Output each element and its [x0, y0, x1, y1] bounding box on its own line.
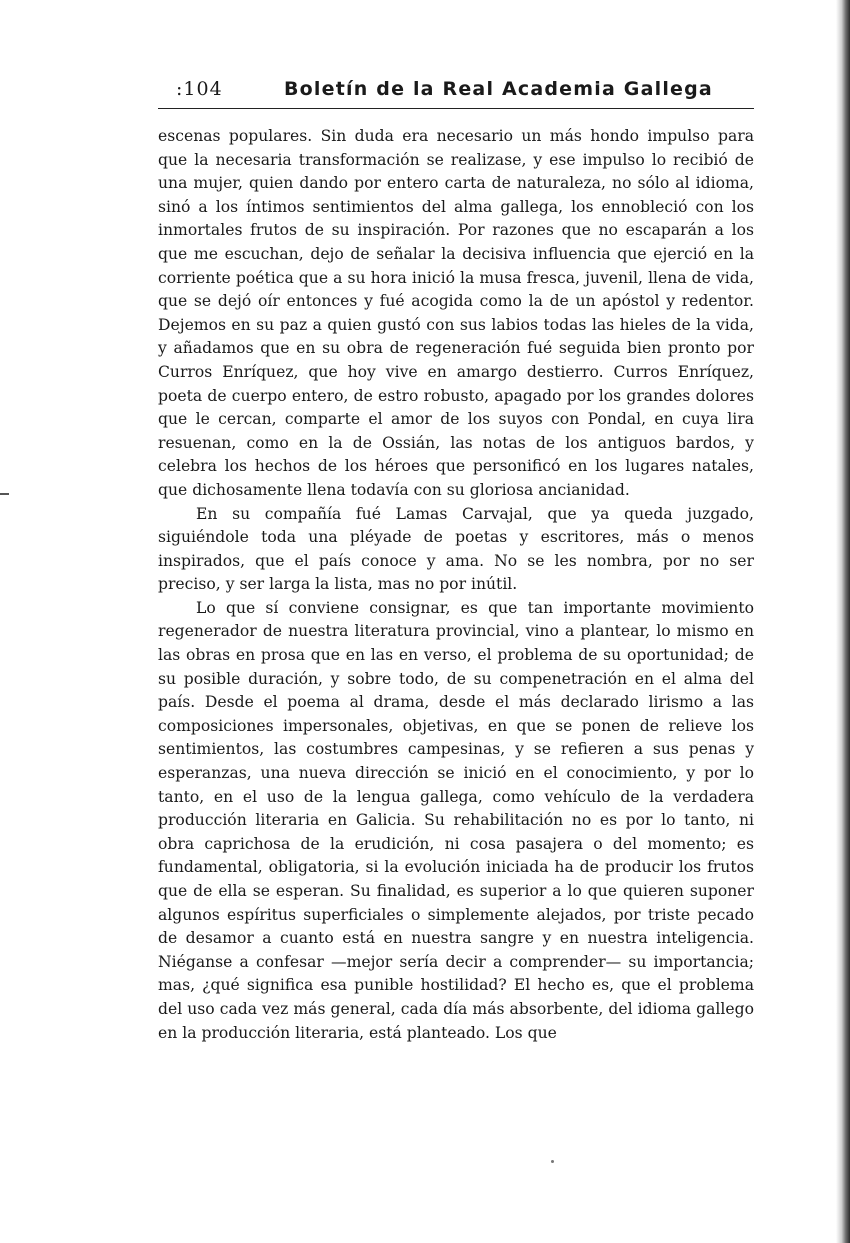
header-rule [158, 108, 754, 109]
body-text [158, 125, 754, 1045]
margin-mark [0, 493, 9, 495]
page-binding-edge [836, 0, 850, 1243]
paragraph-3: Lo que sí conviene consignar, es que tan importante movimiento regenerador de nuestra literatura provincial, vino a plantear, lo mismo en las obras en prosa que en las en verso, el problema de su oportunidad; de su posible duración, y sobre todo, de su compenetración en el alma del país. Desde el poema al drama, desde el más declarado lirismo a las composiciones impersonales, objetivas, en que se ponen de relieve los sentimientos, las costumbres campesinas, y se refieren a sus penas y esperanzas, una nueva dirección se inició en el conocimiento, y por lo tanto, en el uso de la lengua gallega, como vehículo de la verdadera producción literaria en Galicia. Su rehabilitación no es por lo tanto, ni obra caprichosa de la erudición, ni cosa pasajera o del momento; es fundamental, obligatoria, si la evolución iniciada ha de producir los frutos que de ella se esperan. Su finalidad, es superior a lo que quieren suponer algunos espíritus superficiales o simplemente alejados, por triste pecado de desamor a cuanto está en nuestra sangre y en nuestra inteligencia. Niéganse a confesar —mejor sería decir a comprender— su importancia; mas, ¿qué significa esa punible hostilidad? El hecho es, que el problema del uso cada vez más general, cada día más absorbente, del idioma gallego en la producción literaria, está planteado. Los que [158, 598, 754, 1042]
paragraph-2: En su compañía fué Lamas Carvajal, que ya queda juzgado, siguiéndole toda una pléyade de poetas y escritores, más o menos inspirados, que el país conoce y ama. No se les nombra, por no ser preciso, y ser larga la lista, mas no por inútil. [158, 504, 754, 594]
paragraph-1: escenas populares. Sin duda era necesario un más hondo impulso para que la necesaria transformación se realizase, y ese impulso lo recibió de una mujer, quien dando por entero carta de naturaleza, no sólo al idioma, sinó a los íntimos sentimientos del alma gallega, los ennobleció con los inmortales frutos de su inspiración. Por razones que no escaparán a los que me escuchan, dejo de señalar la decisiva influencia que ejerció en la corriente poética que a su hora inició la musa fresca, juvenil, llena de vida, que se dejó oír entonces y fué acogida como la de un apóstol y redentor. Dejemos en su paz a quien gustó con sus labios todas las hieles de la vida, y añadamos que en su obra de regeneración fué seguida bien pronto por Curros Enríquez, que hoy vive en amargo destierro. Curros Enríquez, poeta de cuerpo entero, de estro robusto, apagado por los grandes dolores que le cercan, comparte el amor de los suyos con Pondal, en cuya lira resuenan, como en la de Ossián, las notas de los antiguos bardos, y celebra los hechos de los héroes que personificó en los lugares natales, que dichosamente llena todavía con su gloriosa ancianidad. [158, 127, 754, 499]
page-header [176, 78, 754, 106]
running-title: Boletín de la Real Academia Gallega [284, 78, 713, 100]
ink-speck [551, 1160, 554, 1163]
page-number: :104 [176, 78, 223, 100]
